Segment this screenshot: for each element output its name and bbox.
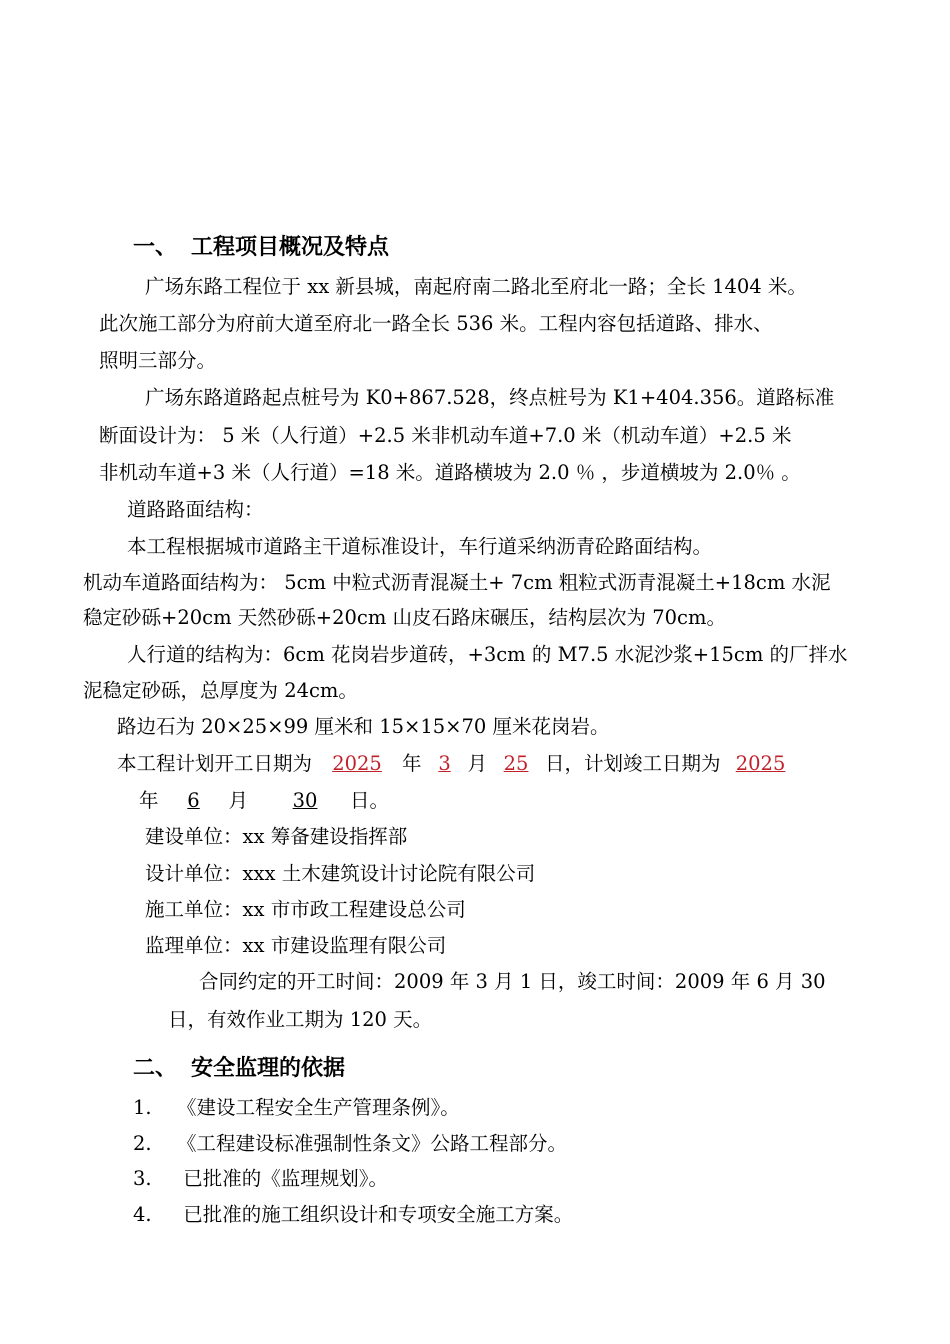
month-char: 月 [467,752,488,775]
design-unit: 设计单位：xxx 土木建筑设计讨论院有限公司 [145,862,536,885]
month-char: 月 [228,789,249,812]
schedule-middle: 日，计划竣工日期为 [545,752,721,775]
section-2-number: 二、 [133,1056,178,1081]
contract-line: 日，有效作业工期为 120 天。 [168,1008,433,1031]
section-1-number: 一、 [133,235,178,260]
list-number: 3. [133,1167,152,1190]
section-1-heading [133,234,389,262]
schedule-line [117,752,801,776]
paragraph-line: 机动车道路面结构为： 5cm 中粒式沥青混凝土+ 7cm 粗粒式沥青混凝土+18cm 水泥 [83,571,831,594]
paragraph-line: 非机动车道+3 米（人行道）=18 米。道路横坡为 2.0 ％ ，步道横坡为 2.0％ 。 [99,461,801,484]
paragraph-line: 路边石为 20×25×99 厘米和 15×15×70 厘米花岗岩。 [117,715,610,738]
end-day: 30 [292,789,318,812]
year-char: 年 [139,789,159,812]
paragraph-line: 广场东路工程位于 xx 新县城，南起府南二路北至府北一路；全长 1404 米。 [145,275,807,298]
schedule-line [139,789,389,813]
construction-unit: 建设单位：xx 筹备建设指挥部 [145,825,408,848]
list-number: 1. [133,1096,152,1119]
list-text: 《工程建设标准强制性条文》公路工程部分。 [177,1132,568,1155]
list-text: 《建设工程安全生产管理条例》。 [177,1096,460,1119]
list-item [133,1132,567,1156]
list-text: 已批准的施工组织设计和专项安全施工方案。 [177,1203,574,1226]
end-year: 2025 [735,752,786,775]
paragraph-line: 照明三部分。 [99,349,217,372]
list-number: 2. [133,1132,152,1155]
section-2-title: 安全监理的依据 [191,1056,346,1081]
paragraph-line: 人行道的结构为：6cm 花岗岩步道砖，+3cm 的 M7.5 水泥沙浆+15cm 的厂拌水 [127,643,848,666]
start-month: 3 [438,752,451,775]
list-number: 4. [133,1203,152,1226]
day-char: 日。 [350,789,390,812]
contract-line: 合同约定的开工时间：2009 年 3 月 1 日，竣工时间：2009 年 6 月 30 [199,970,826,993]
list-item [133,1167,388,1191]
year-char: 年 [402,752,422,775]
builder-unit: 施工单位：xx 市市政工程建设总公司 [145,898,466,921]
start-year: 2025 [332,752,382,775]
supervision-unit: 监理单位：xx 市建设监理有限公司 [145,934,447,957]
paragraph-line: 道路路面结构： [127,498,264,521]
paragraph-line: 本工程根据城市道路主干道标准设计，车行道采纳沥青砼路面结构。 [127,535,713,558]
section-2-heading [133,1055,345,1083]
paragraph-line: 此次施工部分为府前大道至府北一路全长 536 米。工程内容包括道路、排水、 [99,312,773,335]
paragraph-line: 泥稳定砂砾，总厚度为 24cm。 [83,679,358,702]
schedule-prefix: 本工程计划开工日期为 [117,752,313,775]
paragraph-line: 断面设计为： 5 米（人行道）+2.5 米非机动车道+7.0 米（机动车道）+2.5 米 [99,424,792,447]
section-1-title: 工程项目概况及特点 [191,235,390,260]
paragraph-line: 广场东路道路起点桩号为 K0+867.528，终点桩号为 K1+404.356。道路标准 [145,386,835,409]
paragraph-line: 稳定砂砾+20cm 天然砂砾+20cm 山皮石路床碾压，结构层次为 70cm。 [83,606,726,629]
list-item [133,1096,460,1120]
end-month: 6 [187,789,200,812]
list-text: 已批准的《监理规划》。 [177,1167,388,1190]
start-day: 25 [503,752,529,775]
list-item [133,1203,573,1227]
